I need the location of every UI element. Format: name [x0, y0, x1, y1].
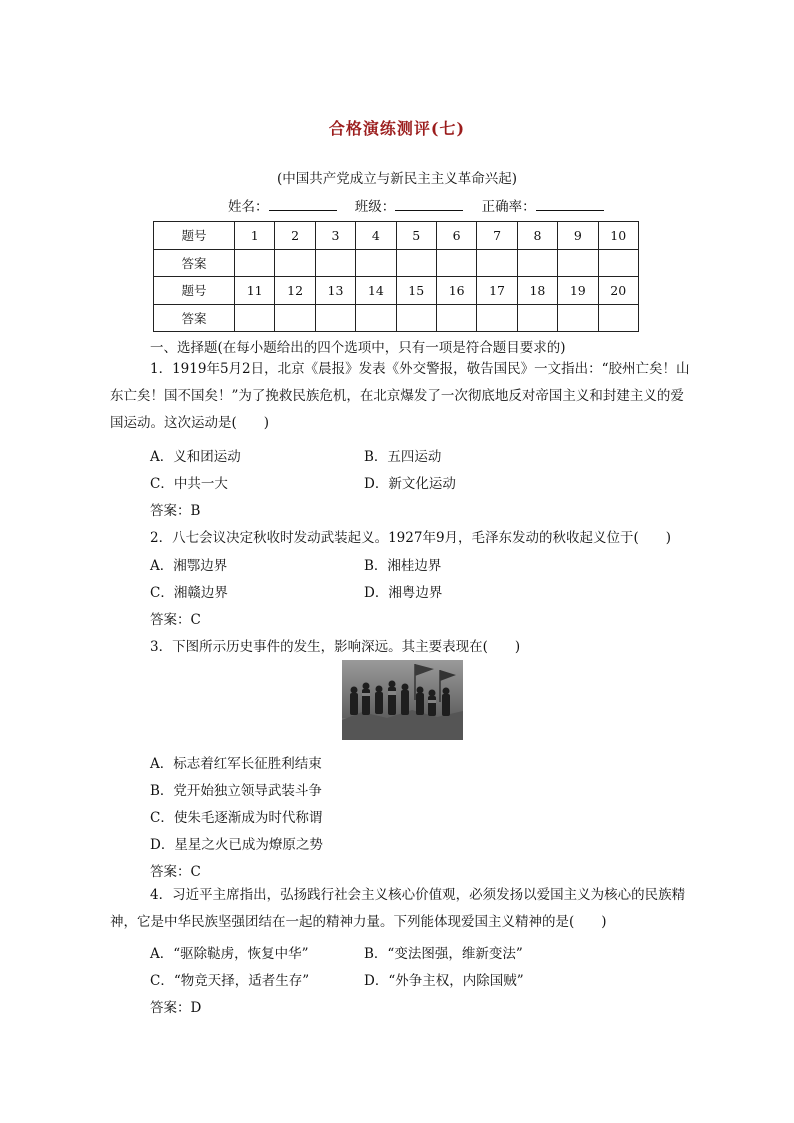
- answer-cell[interactable]: [275, 304, 315, 332]
- option-d[interactable]: D．湘粤边界: [364, 585, 443, 601]
- question-number-cell: 7: [477, 222, 517, 250]
- option-d[interactable]: D．“外争主权，内除国贼”: [364, 973, 524, 989]
- answer-cell[interactable]: [356, 249, 396, 277]
- question-number-cell: 14: [356, 277, 396, 305]
- answer-cell[interactable]: [315, 304, 355, 332]
- question-number-cell: 6: [436, 222, 476, 250]
- answer-cell[interactable]: [477, 249, 517, 277]
- row-label-number: 题号: [154, 277, 235, 305]
- option-b[interactable]: B．湘桂边界: [364, 558, 442, 574]
- answer-cell[interactable]: [558, 304, 598, 332]
- option-a[interactable]: A．义和团运动: [150, 449, 241, 465]
- option-a[interactable]: A．“驱除鞑虏，恢复中华”: [150, 946, 309, 962]
- question-stem: 2．八七会议决定秋收时发动武装起义。1927年9月，毛泽东发动的秋收起义位于( ): [150, 530, 672, 546]
- question-number-cell: 15: [396, 277, 436, 305]
- row-label-answer: 答案: [154, 304, 235, 332]
- historical-photo: [342, 660, 463, 740]
- answer-cell[interactable]: [598, 249, 638, 277]
- option-c[interactable]: C．中共一大: [150, 476, 228, 492]
- answer-cell[interactable]: [517, 249, 557, 277]
- answer-cell[interactable]: [477, 304, 517, 332]
- question-number-cell: 8: [517, 222, 557, 250]
- option-d[interactable]: D．新文化运动: [364, 476, 456, 492]
- student-info-row: [228, 195, 618, 215]
- option-b[interactable]: B．“变法图强，维新变法”: [364, 946, 523, 962]
- question-number-cell: 19: [558, 277, 598, 305]
- question-number-cell: 18: [517, 277, 557, 305]
- answer-cell[interactable]: [315, 249, 355, 277]
- answer-cell[interactable]: [436, 304, 476, 332]
- option-b[interactable]: B．党开始独立领导武装斗争: [150, 783, 322, 799]
- table-row: [154, 222, 639, 250]
- answer-cell[interactable]: [517, 304, 557, 332]
- question-number-cell: 1: [235, 222, 275, 250]
- question-stem: 4．习近平主席指出，弘扬践行社会主义核心价值观，必须发扬以爱国主义为核心的民族精神，它是中华民族坚强团结在一起的精神力量。下列能体现爱国主义精神的是( ): [110, 887, 686, 930]
- class-blank[interactable]: [395, 198, 463, 211]
- answer-cell[interactable]: [396, 249, 436, 277]
- option-a[interactable]: A．标志着红军长征胜利结束: [150, 756, 322, 772]
- name-label: 姓名：: [228, 199, 269, 215]
- question-number-cell: 20: [598, 277, 638, 305]
- question-stem: 3．下图所示历史事件的发生，影响深远。其主要表现在( ): [150, 639, 521, 655]
- answer-cell[interactable]: [235, 249, 275, 277]
- option-c[interactable]: C．使朱毛逐渐成为时代称谓: [150, 810, 323, 826]
- page-title: 合格演练测评(七): [328, 119, 466, 138]
- question-number-cell: 4: [356, 222, 396, 250]
- name-blank[interactable]: [269, 198, 337, 211]
- answer-cell[interactable]: [598, 304, 638, 332]
- accuracy-blank[interactable]: [536, 198, 604, 211]
- question-number-cell: 17: [477, 277, 517, 305]
- section-heading: 一、选择题(在每小题给出的四个选项中，只有一项是符合题目要求的): [150, 340, 566, 356]
- page-subtitle: (中国共产党成立与新民主主义革命兴起): [276, 171, 518, 187]
- answer-cell[interactable]: [275, 249, 315, 277]
- table-row: [154, 304, 639, 332]
- answer-cell[interactable]: [558, 249, 598, 277]
- question-number-cell: 13: [315, 277, 355, 305]
- question-number-cell: 9: [558, 222, 598, 250]
- row-label-number: 题号: [154, 222, 235, 250]
- question-number-cell: 12: [275, 277, 315, 305]
- question-stem: 1．1919年5月2日，北京《晨报》发表《外交警报，敬告国民》一文指出：“胶州亡矣！山东亡矣！国不国矣！”为了挽救民族危机，在北京爆发了一次彻底地反对帝国主义和封建主义的爱国运动。这次运动是( ): [110, 361, 690, 431]
- option-a[interactable]: A．湘鄂边界: [150, 558, 228, 574]
- option-c[interactable]: C．“物竞天择，适者生存”: [150, 973, 310, 989]
- question-number-cell: 3: [315, 222, 355, 250]
- answer-table: [153, 221, 639, 332]
- answer-text: 答案：C: [150, 612, 201, 628]
- question-number-cell: 11: [235, 277, 275, 305]
- answer-cell[interactable]: [235, 304, 275, 332]
- accuracy-label: 正确率：: [481, 199, 536, 215]
- answer-cell[interactable]: [436, 249, 476, 277]
- answer-cell[interactable]: [356, 304, 396, 332]
- question-number-cell: 16: [436, 277, 476, 305]
- question-number-cell: 2: [275, 222, 315, 250]
- table-row: [154, 277, 639, 305]
- question-number-cell: 10: [598, 222, 638, 250]
- row-label-answer: 答案: [154, 249, 235, 277]
- answer-text: 答案：C: [150, 864, 201, 880]
- option-d[interactable]: D．星星之火已成为燎原之势: [150, 837, 323, 853]
- option-b[interactable]: B．五四运动: [364, 449, 442, 465]
- answer-text: 答案：D: [150, 1000, 202, 1016]
- class-label: 班级：: [354, 199, 396, 215]
- answer-cell[interactable]: [396, 304, 436, 332]
- table-row: [154, 249, 639, 277]
- answer-text: 答案：B: [150, 503, 201, 519]
- question-number-cell: 5: [396, 222, 436, 250]
- option-c[interactable]: C．湘赣边界: [150, 585, 228, 601]
